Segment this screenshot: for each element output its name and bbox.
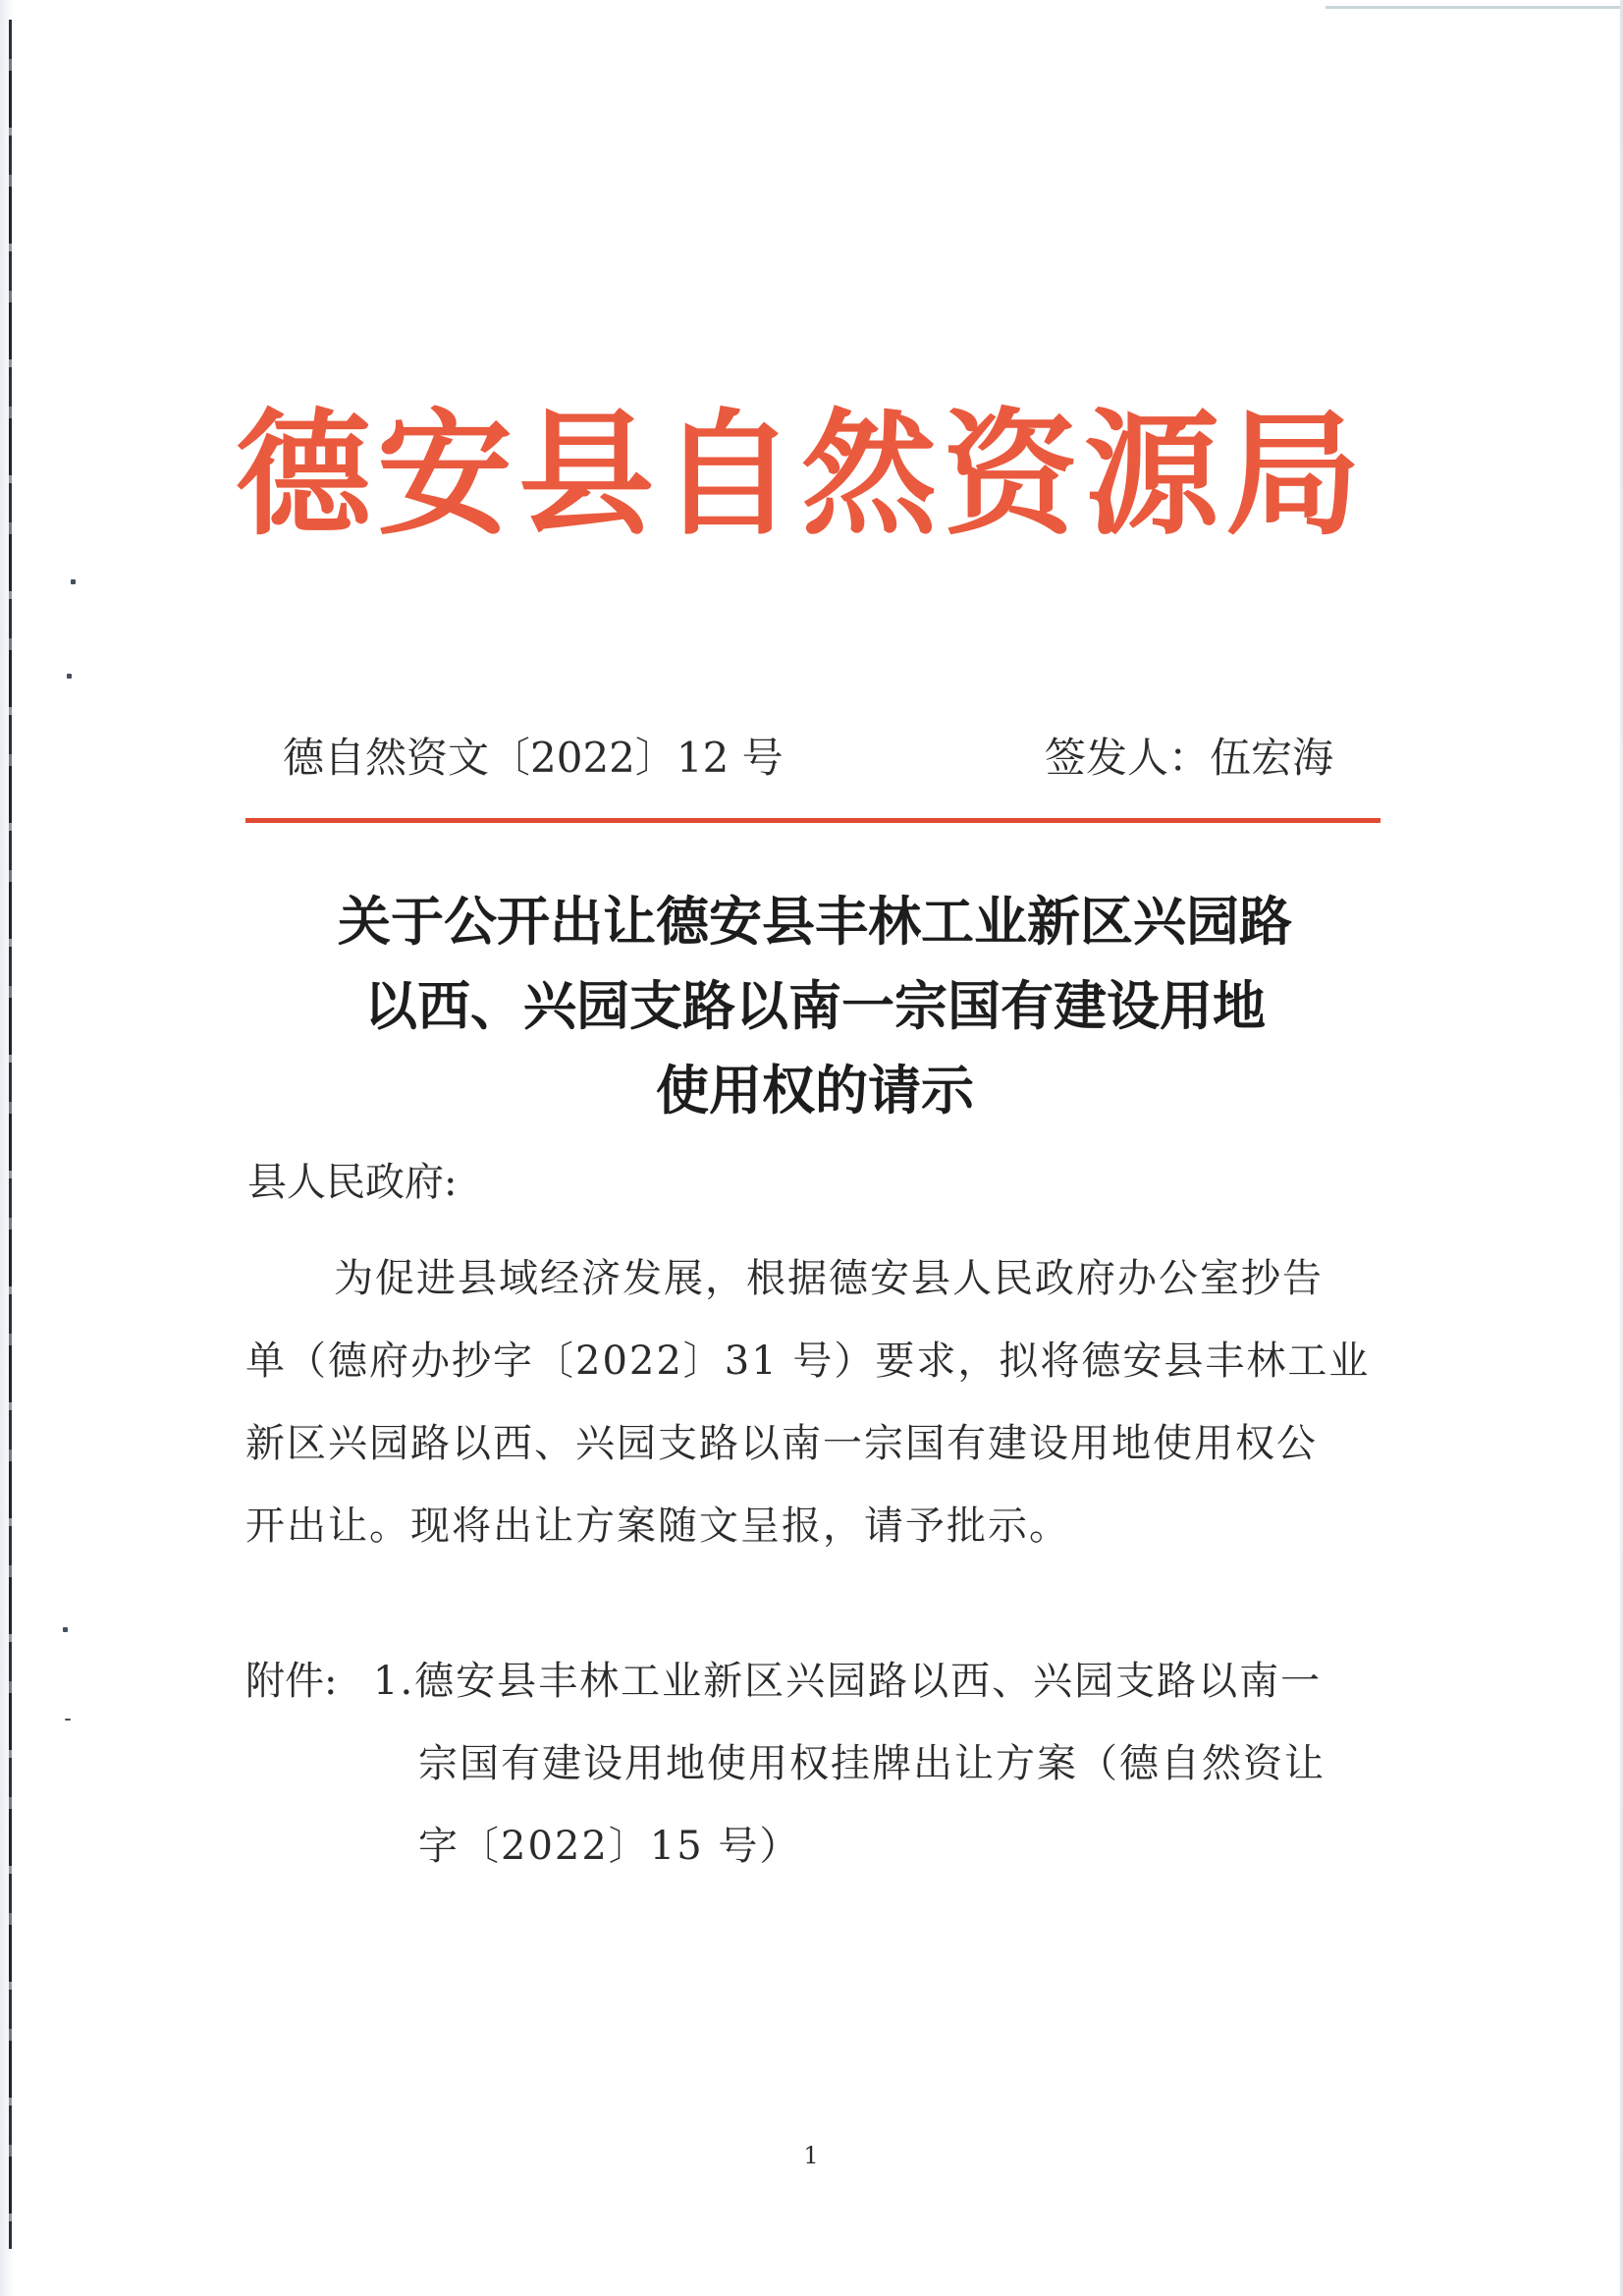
scan-binding-shadow — [9, 20, 12, 2249]
attachment-label: 附件: — [245, 1659, 338, 1704]
attachment-line: 1.德安县丰林工业新区兴园路以西、兴园支路以南一 — [373, 1659, 1323, 1704]
scan-speck — [67, 674, 72, 679]
attachment-line: 宗国有建设用地使用权挂牌出让方案（德自然资让 — [418, 1741, 1325, 1786]
document-title — [216, 880, 1414, 1133]
attachment-line: 字〔2022〕15 号） — [418, 1824, 801, 1869]
body-line: 为促进县域经济发展，根据德安县人民政府办公室抄告 — [334, 1256, 1324, 1301]
body-paragraph — [245, 1237, 1384, 1567]
salutation: 县人民政府: — [247, 1160, 458, 1205]
scan-top-edge — [1325, 6, 1620, 9]
letterhead-org-name: 德安县自然资源局 — [236, 394, 1368, 554]
attachment-list — [373, 1640, 1394, 1887]
scan-speck — [63, 1627, 68, 1632]
title-line: 使用权的请示 — [656, 1060, 974, 1121]
body-line: 单（德府办抄字〔2022〕31 号）要求，拟将德安县丰林工业 — [245, 1339, 1371, 1384]
letterhead-red-rule — [245, 818, 1380, 823]
page-number: 1 — [803, 2142, 819, 2169]
title-line: 关于公开出让德安县丰林工业新区兴园路 — [338, 891, 1292, 953]
scan-speck — [71, 579, 76, 584]
title-line: 以西、兴园支路以南一宗国有建设用地 — [364, 975, 1266, 1037]
document-number: 德自然资文〔2022〕12 号 — [283, 734, 784, 782]
body-line: 开出让。现将出让方案随文呈报，请予批示。 — [245, 1503, 1070, 1549]
scan-speck — [65, 1719, 71, 1721]
body-line: 新区兴园路以西、兴园支路以南一宗国有建设用地使用权公 — [245, 1421, 1318, 1466]
issuer-signature-line: 签发人：伍宏海 — [1045, 734, 1334, 782]
